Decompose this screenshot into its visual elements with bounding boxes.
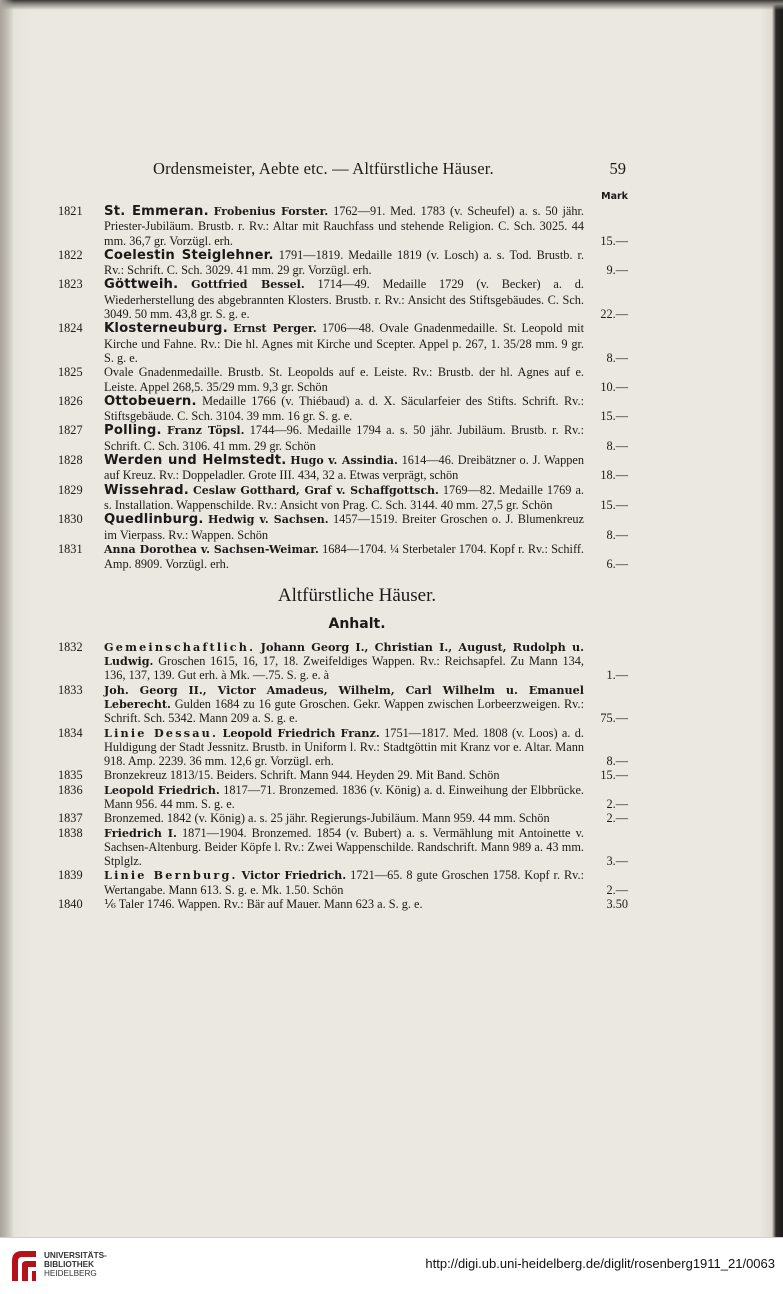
lot-number: 1829 bbox=[58, 482, 83, 497]
lot-text: 1871—1904. Bronzemed. 1854 (v. Bubert) a. s. Vermählung mit Antoinette v. Sachsen-Altenburg. Beider Köpfe l. Rv.: Zwei Wappenschilde. Randschrift. Mann 989 a. 43 mm. Stplglz. bbox=[104, 825, 584, 869]
lot-price: 15.— bbox=[600, 768, 628, 783]
ruler-name: Friedrich I. bbox=[104, 825, 177, 840]
lot-price: 9.— bbox=[606, 263, 628, 278]
lot-number: 1837 bbox=[58, 811, 83, 826]
section-title: Altfürstliche Häuser. bbox=[277, 585, 437, 607]
place-name: Wissehrad. bbox=[104, 482, 189, 498]
lot-text: Medaille 1766 (v. Thiébaud) a. d. X. Säcularfeier des Stifts. Schrift. Rv.: Stiftsgebäude. C. Sch. 3104. 39 mm. 16 gr. S. g. e. bbox=[104, 393, 584, 424]
lot-description bbox=[104, 512, 584, 542]
lot-number: 1839 bbox=[58, 868, 83, 883]
lot-description bbox=[104, 783, 584, 812]
catalog-entry bbox=[58, 321, 636, 365]
lot-price: 8.— bbox=[606, 438, 628, 453]
lot-text: 1706—48. Ovale Gnadenmedaille. St. Leopold mit Kirche und Fahne. Rv.: Die hl. Agnes mit Kirche und Scepter. Appel p. 267, 1. 35/28 mm. 9 gr. S. g. e. bbox=[104, 321, 585, 365]
lot-number: 1838 bbox=[58, 825, 83, 840]
lot-text: 1744—96. Medaille 1794 a. s. 50 jähr. Jubiläum. Brustb. r. Rv.: Schrift. C. Sch. 3106. 41 mm. 29 gr. Schön bbox=[104, 423, 584, 453]
lot-text: 1817—71. Bronzemed. 1836 (v. König) a. d. Einweihung der Elbbrücke. Mann 956. 44 mm. S. g. e. bbox=[104, 782, 584, 811]
lot-price: 8.— bbox=[606, 754, 628, 769]
library-name bbox=[44, 1251, 107, 1278]
lot-description bbox=[104, 204, 584, 248]
lot-price: 15.— bbox=[600, 497, 628, 512]
ruler-name: Gottfried Bessel. bbox=[191, 278, 305, 292]
library-name-line2: BIBLIOTHEK bbox=[44, 1260, 95, 1269]
ruler-name: Ernst Perger. bbox=[233, 322, 317, 336]
lot-text: 1721—65. 8 gute Groschen 1758. Kopf r. Rv.: Wertangabe. Mann 613. S. g. e. Mk. 1.50. Schön bbox=[104, 868, 585, 897]
lot-description bbox=[104, 811, 584, 825]
catalog-entry bbox=[58, 897, 636, 911]
lot-number: 1830 bbox=[58, 512, 83, 527]
page-content bbox=[58, 159, 636, 912]
lot-text: Bronzekreuz 1813/15. Beiders. Schrift. Mann 944. Heyden 29. Mit Band. Schön bbox=[104, 768, 500, 783]
lot-price: 15.— bbox=[600, 409, 628, 424]
library-name-line3: HEIDELBERG bbox=[44, 1269, 97, 1278]
lot-text: 1762—91. Med. 1783 (v. Scheufel) a. s. 50 jähr. Priester-Jubiläum. Brustb. r. Rv.: Altar mit Rauchfass und stehende Religion. C. Sch. 3025. 44 mm. 36,7 gr. Vorzügl. erh. bbox=[104, 204, 584, 248]
catalog-entry bbox=[58, 726, 636, 769]
running-header bbox=[58, 159, 636, 182]
ruler-name: Leopold Friedrich Franz. bbox=[222, 725, 380, 740]
page-url-link[interactable]: http://digi.ub.uni-heidelberg.de/diglit/rosenberg1911_21/0063 bbox=[425, 1256, 775, 1271]
lot-price: 1.— bbox=[606, 668, 628, 683]
place-name: Ottobeuern. bbox=[104, 393, 197, 409]
lot-price: 2.— bbox=[606, 882, 628, 897]
lot-text: Gulden 1684 zu 16 gute Groschen. Gekr. Wappen zwischen Lorbeerzweigen. Rv.: Schrift. Sch. 5342. Mann 209 a. S. g. e. bbox=[104, 696, 585, 726]
catalog-entry bbox=[58, 365, 636, 394]
catalog-entry bbox=[58, 640, 636, 683]
line-name: Linie Bernburg. bbox=[104, 868, 238, 883]
catalog-entry bbox=[58, 811, 636, 825]
catalog-entry bbox=[58, 483, 636, 513]
place-name: Quedlinburg. bbox=[104, 512, 204, 528]
lot-price: 75.— bbox=[600, 711, 628, 726]
lot-number: 1831 bbox=[58, 541, 83, 556]
lot-description bbox=[104, 542, 584, 572]
catalog-entry bbox=[58, 394, 636, 424]
currency-label: Mark bbox=[601, 191, 628, 202]
lot-number: 1822 bbox=[58, 247, 83, 262]
line-name: Linie Dessau. bbox=[104, 725, 219, 740]
catalog-entry bbox=[58, 423, 636, 453]
catalog-entry bbox=[58, 768, 636, 782]
lot-text: Ovale Gnadenmedaille. Brustb. St. Leopolds auf e. Leiste. Rv.: Brustb. der hl. Agnes auf e. Leiste. Appel 268,5. 35/29 mm. 9,3 gr. Schön bbox=[104, 365, 584, 394]
lot-description bbox=[104, 248, 584, 278]
lot-number: 1833 bbox=[58, 682, 83, 697]
ruler-name: Frobenius Forster. bbox=[213, 205, 329, 218]
lot-number: 1840 bbox=[58, 897, 83, 912]
ruler-name: Johann Georg I., Christian I., August, Rudolph u. Ludwig. bbox=[104, 639, 584, 669]
spine-shadow bbox=[0, 0, 14, 1237]
ruler-name: Hugo v. Assindia. bbox=[290, 454, 398, 468]
viewer-footer bbox=[0, 1237, 783, 1294]
lot-description bbox=[104, 683, 584, 726]
lot-description bbox=[104, 768, 584, 782]
lot-number: 1832 bbox=[58, 639, 83, 654]
lot-price: 10.— bbox=[600, 379, 628, 394]
lot-list-ordensmeister bbox=[58, 204, 636, 571]
ruler-name: Joh. Georg II., Victor Amadeus, Wilhelm, Carl Wilhelm u. Emanuel Leberecht. bbox=[104, 682, 584, 711]
lot-price: 8.— bbox=[606, 350, 628, 365]
catalog-entry bbox=[58, 453, 636, 483]
top-edge-shadow bbox=[0, 0, 783, 10]
lot-price: 2.— bbox=[606, 811, 628, 826]
lot-description bbox=[104, 826, 584, 869]
lot-text: 1791—1819. Medaille 1819 (v. Losch) a. s. Tod. Brustb. r. Rv.: Schrift. C. Sch. 3029. 41 mm. 29 gr. Vorzügl. erh. bbox=[104, 247, 584, 278]
lot-price: 6.— bbox=[606, 557, 628, 572]
lot-text: 1751—1817. Med. 1808 (v. Loos) a. d. Huldigung der Stadt Jessnitz. Brustb. in Uniform l. Rv.: Stadtgöttin mit Kranz vor e. Altar. Mann 918. Amp. 2239. 36 mm. 12,6 gr. Vorzügl. erh. bbox=[104, 725, 584, 769]
lot-description bbox=[104, 321, 584, 365]
catalog-entry bbox=[58, 248, 636, 278]
lot-description bbox=[104, 277, 584, 321]
catalog-entry bbox=[58, 204, 636, 248]
place-name: Göttweih. bbox=[104, 277, 179, 293]
lot-number: 1821 bbox=[58, 204, 83, 218]
lot-price: 8.— bbox=[606, 527, 628, 542]
page-number: 59 bbox=[609, 159, 626, 178]
lot-number: 1827 bbox=[58, 423, 83, 438]
ruler-name: Hedwig v. Sachsen. bbox=[207, 513, 329, 527]
lot-price: 3.50 bbox=[606, 897, 628, 912]
lot-text: 1684—1704. ¼ Sterbetaler 1704. Kopf r. Rv.: Schiff. Amp. 8909. Vorzügl. erh. bbox=[104, 541, 584, 572]
lot-description bbox=[104, 394, 584, 424]
lot-number: 1824 bbox=[58, 321, 83, 336]
lot-description bbox=[104, 726, 584, 769]
place-name: St. Emmeran. bbox=[104, 204, 209, 219]
lot-price: 3.— bbox=[606, 854, 628, 869]
catalog-entry bbox=[58, 277, 636, 321]
catalog-entry bbox=[58, 783, 636, 812]
lot-description bbox=[104, 897, 584, 911]
lot-number: 1836 bbox=[58, 782, 83, 797]
ruler-name: Franz Töpsl. bbox=[167, 424, 245, 438]
place-name: Werden und Helmstedt. bbox=[104, 453, 287, 469]
catalog-entry bbox=[58, 868, 636, 897]
library-logo-icon bbox=[8, 1247, 40, 1285]
place-name: Coelestin Steiglehner. bbox=[104, 247, 274, 263]
place-name: Polling. bbox=[104, 423, 162, 439]
catalog-entry bbox=[58, 542, 636, 572]
lot-description bbox=[104, 423, 584, 453]
lot-text: 1614—46. Dreibätzner o. J. Wappen auf Kreuz. Rv.: Doppeladler. Grote III. 434, 32 a. Etwas verprägt, schön bbox=[104, 453, 585, 483]
ruler-name: Ceslaw Gotthard, Graf v. Schaffgottsch. bbox=[192, 483, 439, 497]
library-name-line1: UNIVERSITÄTS- bbox=[44, 1251, 107, 1260]
lot-price: 15.— bbox=[600, 233, 628, 248]
lot-number: 1825 bbox=[58, 365, 83, 380]
running-title: Ordensmeister, Aebte etc. — Altfürstliche Häuser. bbox=[153, 159, 494, 178]
lot-text: Bronzemed. 1842 (v. König) a. s. 25 jähr. Regierungs-Jubiläum. Mann 959. 44 mm. Schön bbox=[104, 811, 550, 826]
lot-description bbox=[104, 868, 584, 897]
line-name: Gemeinschaftlich. bbox=[104, 639, 256, 654]
lot-number: 1835 bbox=[58, 768, 83, 783]
lot-number: 1826 bbox=[58, 393, 83, 408]
lot-description bbox=[104, 453, 584, 483]
lot-list-anhalt bbox=[58, 640, 636, 912]
place-name: Klosterneuburg. bbox=[104, 321, 228, 337]
lot-text: ⅙ Taler 1746. Wappen. Rv.: Bär auf Mauer. Mann 623 a. S. g. e. bbox=[104, 897, 423, 912]
ruler-name: Victor Friedrich. bbox=[241, 868, 347, 883]
ruler-name: Anna Dorothea v. Sachsen-Weimar. bbox=[104, 542, 319, 556]
section-subtitle: Anhalt. bbox=[328, 616, 386, 633]
lot-price: 2.— bbox=[606, 796, 628, 811]
catalog-entry bbox=[58, 512, 636, 542]
catalog-entry bbox=[58, 826, 636, 869]
lot-number: 1834 bbox=[58, 725, 83, 740]
lot-price: 22.— bbox=[600, 307, 628, 322]
lot-text: 1457—1519. Breiter Groschen o. J. Blumenkreuz im Vierpass. Rv.: Wappen. Schön bbox=[104, 512, 585, 542]
lot-price: 18.— bbox=[600, 468, 628, 483]
catalog-entry bbox=[58, 683, 636, 726]
lot-description bbox=[104, 483, 584, 513]
lot-text: Groschen 1615, 16, 17, 18. Zweifeldiges Wappen. Rv.: Reichsapfel. Zu Mann 134, 136, 137, 139. Gut erh. à Mk. —.75. S. g. e. à bbox=[104, 654, 585, 683]
ruler-name: Leopold Friedrich. bbox=[104, 782, 220, 797]
lot-number: 1823 bbox=[58, 277, 83, 292]
lot-text: 1769—82. Medaille 1769 a. s. Installation. Wappenschilde. Rv.: Ansicht von Prag. C. Sch. 3144. 40 mm. 27,5 gr. Schön bbox=[104, 482, 584, 512]
lot-number: 1828 bbox=[58, 453, 83, 468]
lot-description bbox=[104, 640, 584, 683]
lot-text: 1714—49. Medaille 1729 (v. Becker) a. d. Wiederherstellung des abgebrannten Klosters. Brustb. r. Rv.: Ansicht des Stiftsgebäudes. C. Sch. 3049. 50 mm. 43,8 gr. S. g. e. bbox=[104, 277, 584, 322]
lot-description bbox=[104, 365, 584, 394]
